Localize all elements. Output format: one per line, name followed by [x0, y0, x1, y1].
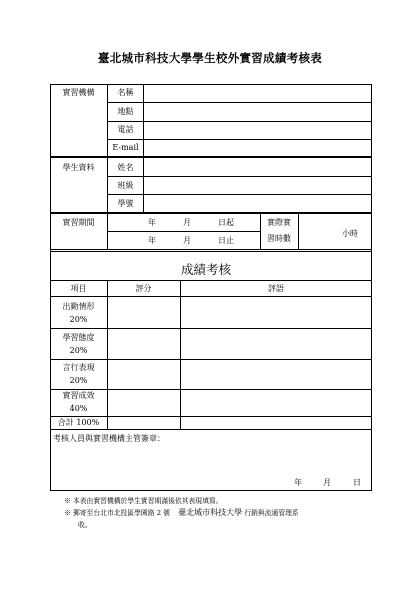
- note-3-text: 收。: [78, 520, 92, 529]
- note-mark: ※: [64, 508, 71, 517]
- divider: [107, 102, 372, 103]
- grade-item-weight: 20%: [69, 346, 88, 355]
- agency-location-label: 地點: [117, 107, 134, 116]
- signature-label: 考核人員與實習機構主管簽章：: [53, 434, 165, 443]
- signature-year-label: 年: [294, 478, 302, 487]
- evaluation-form: [50, 84, 372, 491]
- section-divider: [50, 251, 372, 252]
- section-divider: [50, 212, 372, 214]
- divider: [50, 359, 372, 360]
- grade-item-name: 學習態度: [62, 333, 95, 342]
- end-year-label: 年: [148, 236, 156, 245]
- divider: [298, 214, 299, 250]
- divider: [107, 280, 108, 430]
- hours-unit: 小時: [342, 229, 358, 238]
- note-2-department: 行銷與流通管理系: [244, 508, 299, 517]
- end-day-label: 日止: [218, 236, 234, 245]
- signature-day-label: 日: [353, 478, 361, 487]
- divider: [107, 194, 372, 195]
- note-1-text: 本表由實習機構於學生實習期滿後依其表現填寫。: [72, 497, 223, 505]
- divider: [50, 416, 372, 417]
- student-label: 學生資料: [62, 163, 95, 172]
- end-month-label: 月: [183, 236, 191, 245]
- divider: [107, 214, 108, 250]
- note-2-school: 臺北城市科技大學: [178, 507, 243, 517]
- divider: [50, 280, 372, 281]
- note-1: [64, 496, 299, 507]
- grade-item-weight: 40%: [69, 404, 88, 413]
- col-score-header: 評分: [135, 284, 152, 293]
- start-year-label: 年: [148, 218, 156, 227]
- grade-item-weight: 20%: [69, 315, 88, 324]
- student-name-label: 姓名: [117, 163, 134, 172]
- col-item-header: 項目: [70, 284, 87, 293]
- start-day-label: 日起: [218, 218, 234, 227]
- divider: [50, 389, 372, 390]
- note-2: [64, 507, 299, 520]
- grade-total-label: 合計 100%: [57, 418, 100, 427]
- hours-label-line1: 實際實: [267, 218, 291, 227]
- divider: [107, 121, 372, 122]
- footer-notes: [64, 496, 299, 531]
- divider: [180, 280, 181, 430]
- grade-item-name: 實習成效: [62, 391, 95, 400]
- hours-label-line2: 習時數: [267, 234, 291, 243]
- grade-item-name: 出勤情形: [62, 302, 95, 311]
- form-title: 臺北城市科技大學學生校外實習成績考核表: [97, 51, 323, 65]
- section-divider: [50, 249, 372, 250]
- agency-name-label: 名稱: [117, 88, 134, 97]
- divider: [107, 139, 372, 140]
- note-mark: ※: [64, 497, 71, 505]
- signature-month-label: 月: [323, 478, 331, 487]
- student-id-label: 學號: [117, 199, 134, 208]
- grade-item-name: 言行表現: [62, 363, 95, 372]
- start-month-label: 月: [183, 218, 191, 227]
- border-top: [50, 84, 372, 85]
- agency-email-label: E-mail: [112, 143, 139, 152]
- section-divider: [50, 156, 372, 158]
- grades-heading: 成績考核: [181, 262, 232, 277]
- col-comment-header: 評語: [268, 284, 284, 293]
- note-3: [64, 520, 299, 531]
- border-bottom: [50, 490, 372, 491]
- divider: [107, 231, 261, 232]
- divider: [50, 328, 372, 329]
- note-2-address: 郵寄至台北市北投區學園路 2 號: [72, 508, 170, 517]
- divider: [50, 296, 372, 297]
- agency-phone-label: 電話: [117, 125, 134, 134]
- student-class-label: 班級: [117, 181, 134, 190]
- grade-item-weight: 20%: [69, 376, 88, 385]
- divider: [50, 429, 372, 430]
- period-label: 實習期間: [62, 218, 95, 227]
- divider: [107, 176, 372, 177]
- agency-label: 實習機構: [62, 88, 95, 97]
